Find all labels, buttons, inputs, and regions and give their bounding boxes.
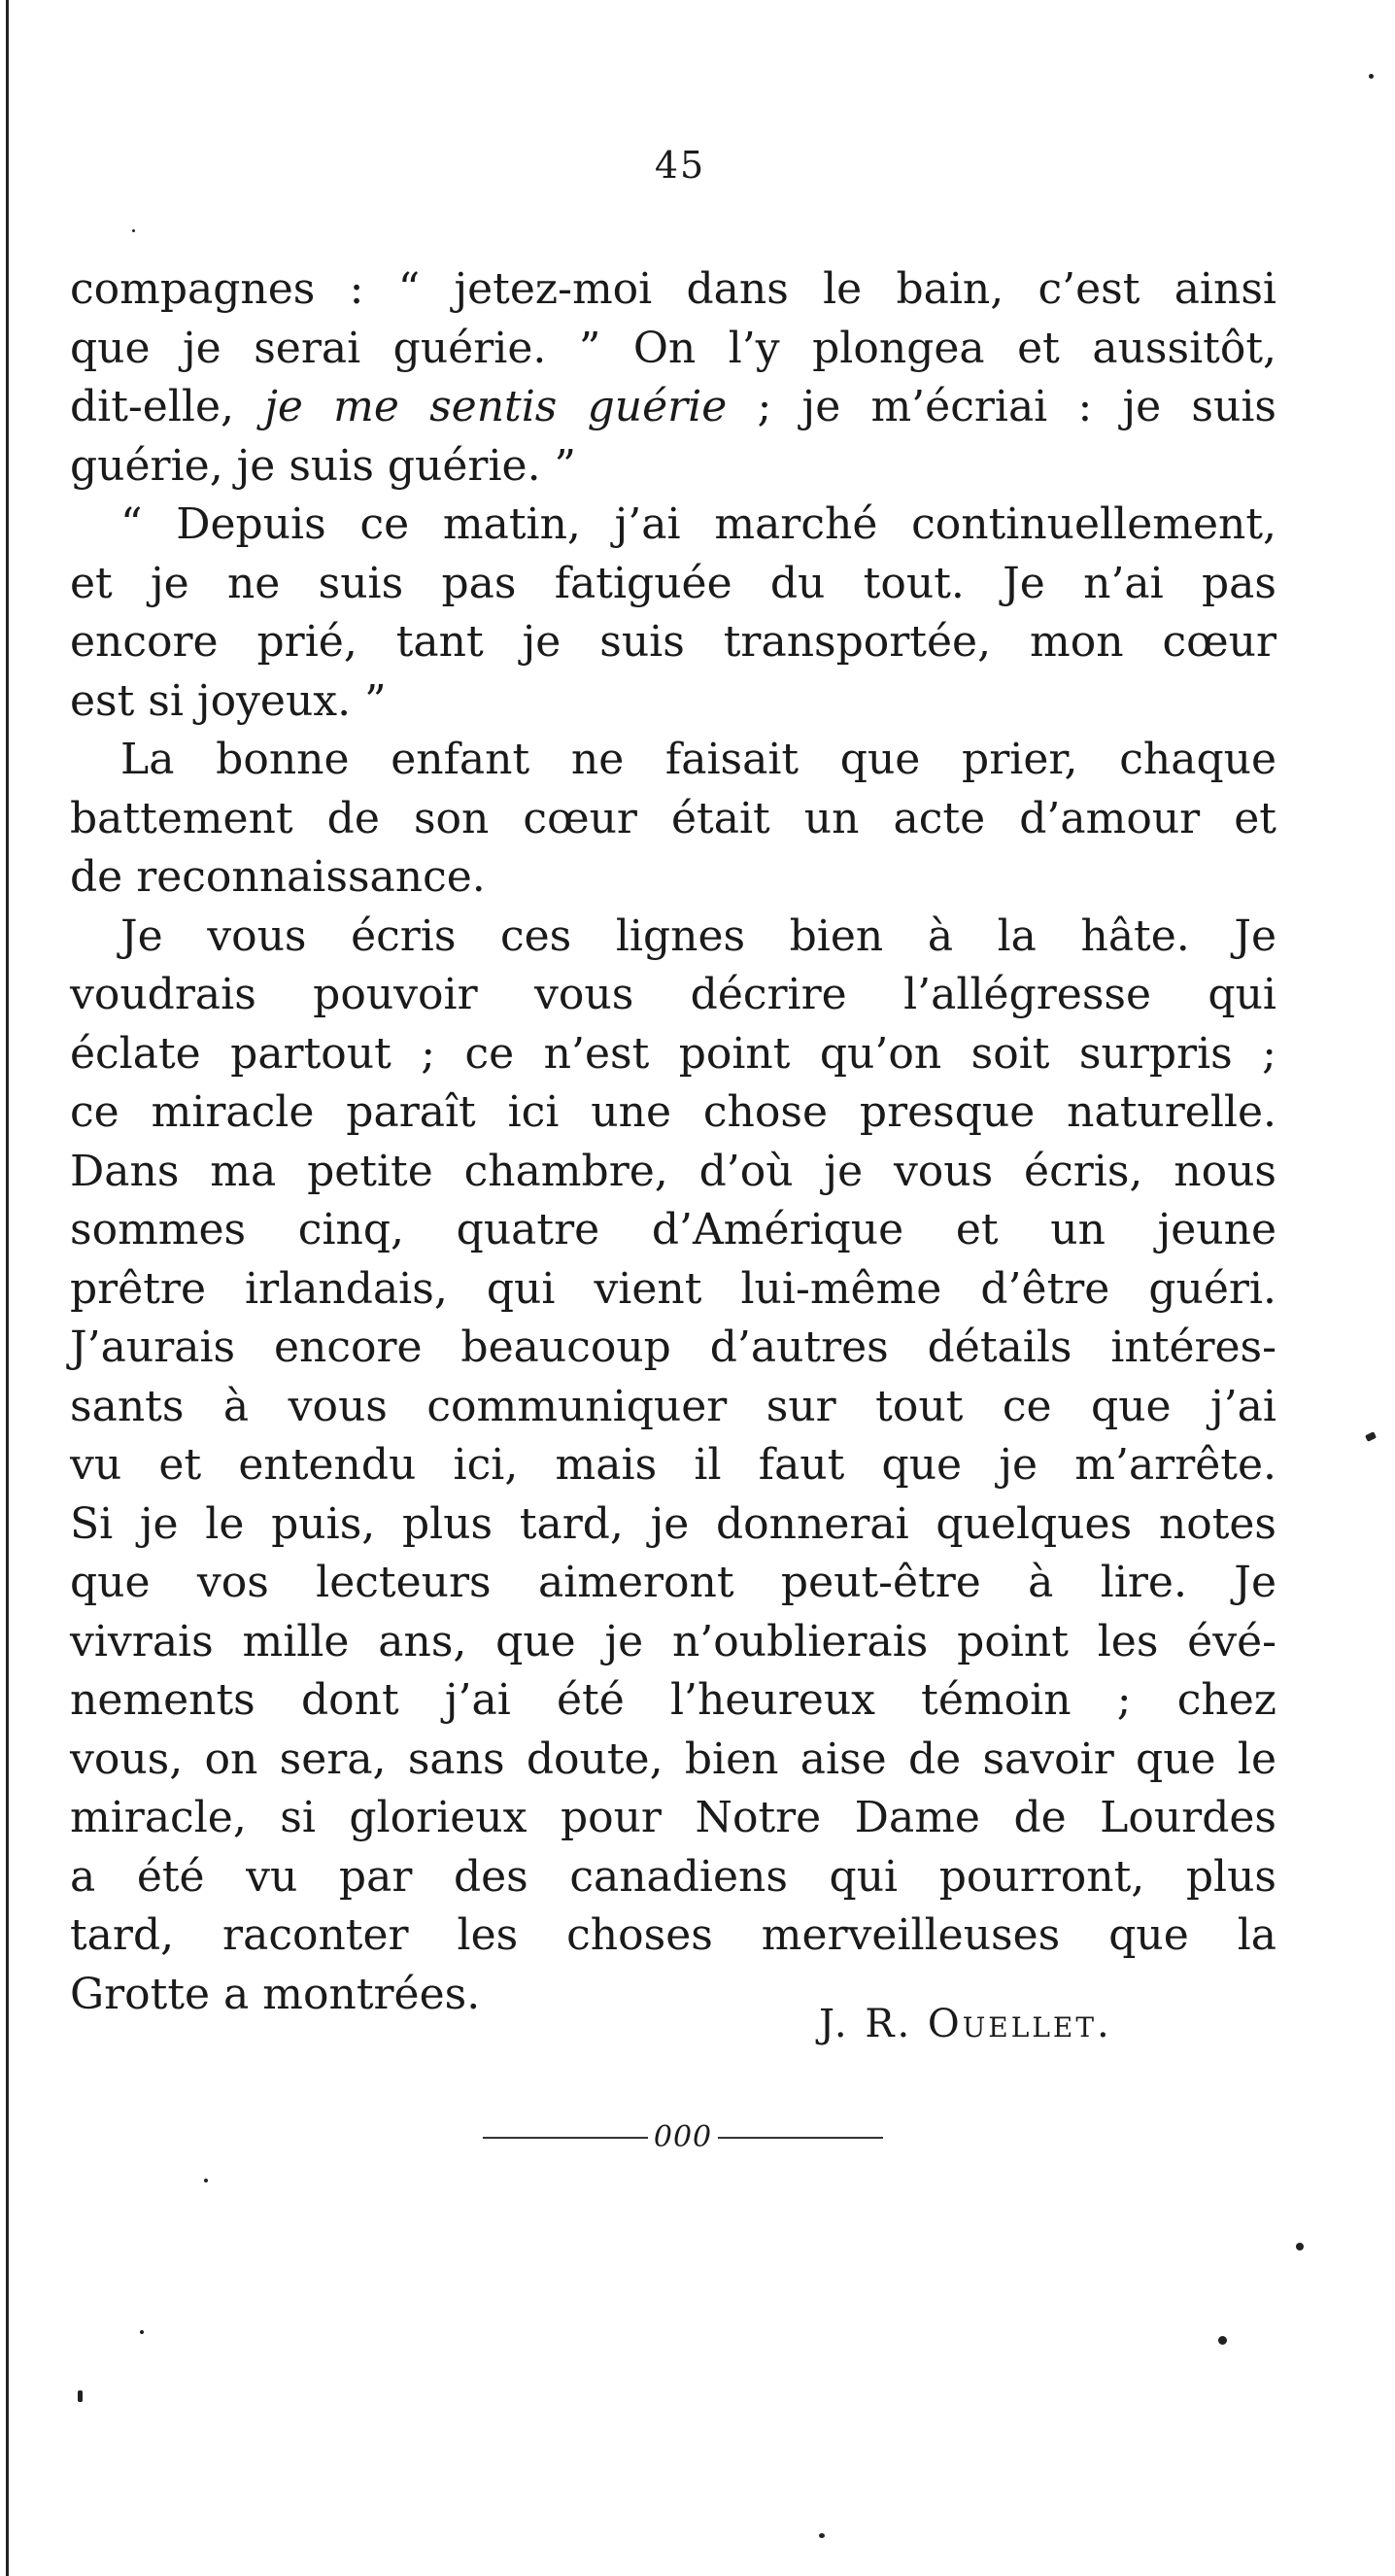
body-line: voudrais pouvoir vous décrire l’allégresse qui [70, 970, 1276, 1019]
scan-speck [1296, 2243, 1304, 2250]
letter-body [70, 260, 1276, 2024]
paragraph-start-line: “ Depuis ce matin, j’ai marché continuellement, [120, 499, 1276, 549]
signature: J. R. Ouellet. [819, 2002, 1112, 2046]
body-line: éclate partout ; ce n’est point qu’on soit surpris ; [70, 1028, 1276, 1079]
paragraph-start-line: Je vous écris ces lignes bien à la hâte. Je [120, 910, 1276, 961]
scan-speck [140, 2330, 144, 2334]
body-line: guérie, je suis guérie. ” [70, 440, 577, 491]
body-line-suffix: ; je m’écriai : je suis [727, 382, 1276, 431]
body-line: a été vu par des canadiens qui pourront, plus [70, 1851, 1276, 1902]
body-line: vous, on sera, sans doute, bien aise de savoir que le [70, 1734, 1276, 1784]
body-line: que vos lecteurs aimeront peut-être à lire. Je [70, 1558, 1276, 1607]
section-separator [474, 2118, 892, 2157]
scan-speck [1369, 74, 1374, 79]
body-line: tard, raconter les choses merveilleuses que la [70, 1910, 1276, 1960]
body-line-prefix: dit-elle, [70, 382, 265, 431]
scan-speck [204, 2179, 208, 2182]
page-left-edge-rule [6, 0, 9, 2576]
body-line: que je serai guérie. ” On l’y plongea et aussitôt, [70, 323, 1276, 373]
body-line: compagnes : “ jetez-moi dans le bain, c’est ainsi [70, 264, 1276, 314]
body-line: sants à vous communiquer sur tout ce que j’ai [70, 1381, 1276, 1431]
separator-mark: 000 [653, 2120, 713, 2154]
body-line: vu et entendu ici, mais il faut que je m’arrête. [70, 1440, 1276, 1490]
body-line: sommes cinq, quatre d’Amérique et un jeune [70, 1205, 1276, 1254]
page-number: 45 [654, 144, 706, 187]
body-line: J’aurais encore beaucoup d’autres détails intéres- [70, 1322, 1276, 1372]
scan-speck [1365, 1431, 1377, 1442]
separator-dash-left [483, 2137, 648, 2139]
body-line: miracle, si glorieux pour Notre Dame de Lourdes [70, 1793, 1276, 1842]
separator-dash-right [718, 2137, 883, 2139]
italic-quote: je me sentis guérie [264, 382, 728, 431]
body-line: Grotte a montrées. [70, 1969, 481, 2019]
body-line: de reconnaissance. [70, 852, 486, 902]
body-line: ce miracle paraît ici une chose presque naturelle. [70, 1087, 1276, 1137]
body-line: vivrais mille ans, que je n’oublierais point les évé- [70, 1616, 1276, 1666]
scan-speck [819, 2533, 825, 2538]
scan-speck [132, 229, 135, 232]
body-line: nements dont j’ai été l’heureux témoin ; chez [70, 1675, 1276, 1725]
scan-speck [78, 2390, 83, 2402]
scan-speck [1218, 2336, 1227, 2345]
body-line-with-italic [70, 378, 1276, 437]
body-line: prêtre irlandais, qui vient lui-même d’être guéri. [70, 1263, 1276, 1314]
body-line: battement de son cœur était un acte d’amour et [70, 793, 1276, 843]
body-line: encore prié, tant je suis transportée, mon cœur [70, 617, 1276, 667]
body-line: Si je le puis, plus tard, je donnerai quelques notes [70, 1498, 1276, 1549]
body-line: est si joyeux. ” [70, 675, 387, 726]
paragraph-start-line: La bonne enfant ne faisait que prier, chaque [120, 735, 1276, 784]
body-line: Dans ma petite chambre, d’où je vous écris, nous [70, 1146, 1276, 1196]
body-line: et je ne suis pas fatiguée du tout. Je n’ai pas [70, 558, 1276, 608]
